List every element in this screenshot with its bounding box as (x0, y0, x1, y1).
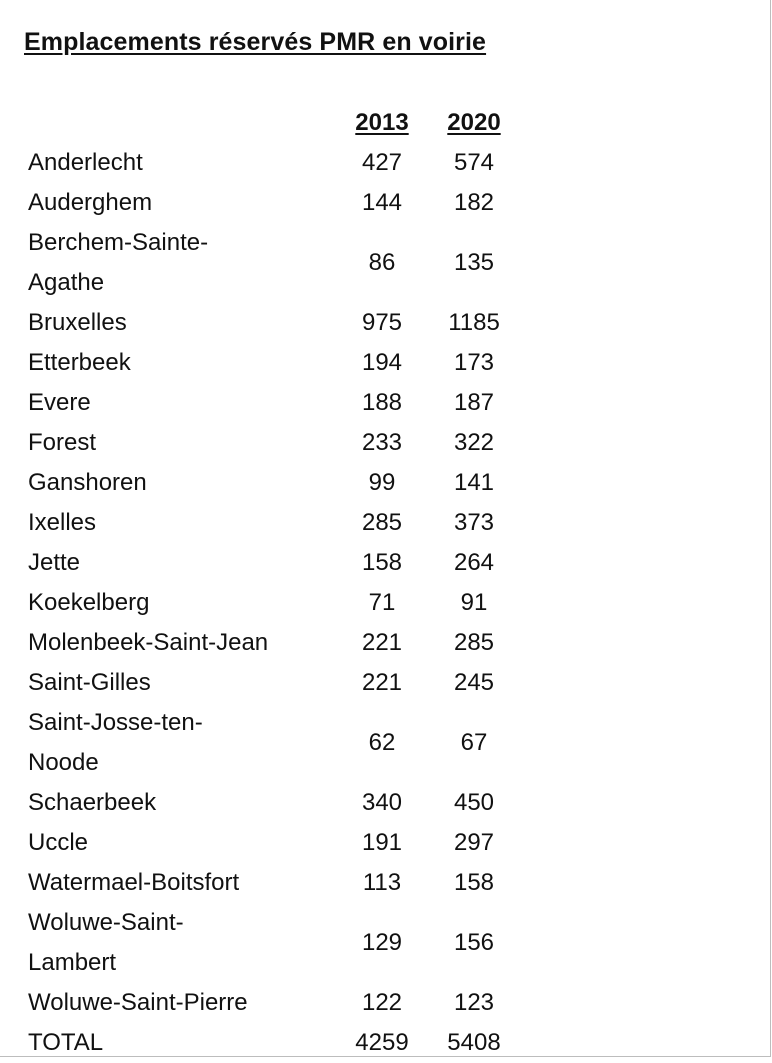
value-2013: 71 (368, 589, 396, 616)
value-2020: 141 (453, 469, 495, 496)
commune-name: Saint-Gilles (28, 669, 151, 696)
value-2020: 156 (453, 929, 495, 956)
table-row (28, 783, 520, 823)
commune-name: Auderghem (28, 189, 153, 216)
value-2020: 123 (453, 989, 495, 1016)
value-2020: 173 (453, 349, 495, 376)
value-2013: 427 (361, 149, 403, 176)
table-body (28, 143, 520, 1063)
value-2013: 285 (361, 509, 403, 536)
value-2020: 67 (460, 729, 488, 756)
value-2013: 191 (361, 829, 403, 856)
commune-name: Forest (28, 429, 97, 456)
value-2020: 158 (453, 869, 495, 896)
value-2020: 264 (453, 549, 495, 576)
header-2013: 2013 (355, 109, 409, 136)
value-2013: 221 (361, 669, 403, 696)
value-2013: 99 (368, 469, 396, 496)
value-2013: 122 (361, 989, 403, 1016)
value-2013: 233 (361, 429, 403, 456)
value-2013: 86 (368, 249, 396, 276)
table-row (28, 583, 520, 623)
commune-name: Ganshoren (28, 469, 147, 496)
value-2013: 62 (368, 729, 396, 756)
value-2020: 187 (453, 389, 495, 416)
commune-name: Woluwe-Saint-Pierre (28, 989, 248, 1016)
commune-name: Etterbeek (28, 349, 131, 376)
value-2020: 285 (453, 629, 495, 656)
table-row (28, 863, 520, 903)
table-row (28, 383, 520, 423)
value-2020: 245 (453, 669, 495, 696)
table-row (28, 823, 520, 863)
commune-name: Koekelberg (28, 589, 150, 616)
table-row (28, 503, 520, 543)
value-2020: 322 (453, 429, 495, 456)
table-header-row (28, 103, 520, 143)
commune-name: TOTAL (28, 1029, 104, 1056)
pmr-table (28, 103, 520, 1063)
commune-name: Woluwe-Saint- Lambert (28, 909, 184, 976)
value-2013: 113 (362, 869, 402, 896)
value-2013: 4259 (355, 1029, 409, 1056)
commune-name: Molenbeek-Saint-Jean (28, 629, 269, 656)
value-2020: 450 (453, 789, 495, 816)
table-row (28, 703, 520, 783)
table-row (28, 543, 520, 583)
commune-name: Jette (28, 549, 81, 576)
table-row (28, 1023, 520, 1063)
table-row (28, 663, 520, 703)
commune-name: Berchem-Sainte- Agathe (28, 229, 209, 296)
value-2020: 135 (453, 249, 495, 276)
value-2020: 574 (453, 149, 495, 176)
value-2013: 188 (361, 389, 403, 416)
value-2013: 144 (361, 189, 403, 216)
table-row (28, 903, 520, 983)
value-2020: 182 (453, 189, 495, 216)
table-row (28, 623, 520, 663)
value-2013: 221 (361, 629, 403, 656)
value-2020: 91 (460, 589, 488, 616)
value-2013: 340 (361, 789, 403, 816)
commune-name: Watermael-Boitsfort (28, 869, 240, 896)
commune-name: Schaerbeek (28, 789, 157, 816)
value-2020: 373 (453, 509, 495, 536)
table-row (28, 223, 520, 303)
commune-name: Anderlecht (28, 149, 143, 176)
table-row (28, 143, 520, 183)
table-row (28, 463, 520, 503)
page-title: Emplacements réservés PMR en voirie (24, 28, 487, 56)
commune-name: Ixelles (28, 509, 97, 536)
table-row (28, 183, 520, 223)
header-2020: 2020 (447, 109, 501, 136)
table-row (28, 343, 520, 383)
value-2020: 5408 (447, 1029, 501, 1056)
value-2020: 297 (453, 829, 495, 856)
value-2013: 129 (361, 929, 403, 956)
commune-name: Bruxelles (28, 309, 127, 336)
table-row (28, 303, 520, 343)
commune-name: Uccle (28, 829, 89, 856)
value-2013: 975 (361, 309, 403, 336)
header-blank (28, 103, 336, 143)
value-2013: 194 (361, 349, 403, 376)
commune-name: Saint-Josse-ten- Noode (28, 709, 203, 776)
table-row (28, 983, 520, 1023)
value-2020: 1185 (448, 309, 500, 336)
commune-name: Evere (28, 389, 91, 416)
table-row (28, 423, 520, 463)
value-2013: 158 (361, 549, 403, 576)
